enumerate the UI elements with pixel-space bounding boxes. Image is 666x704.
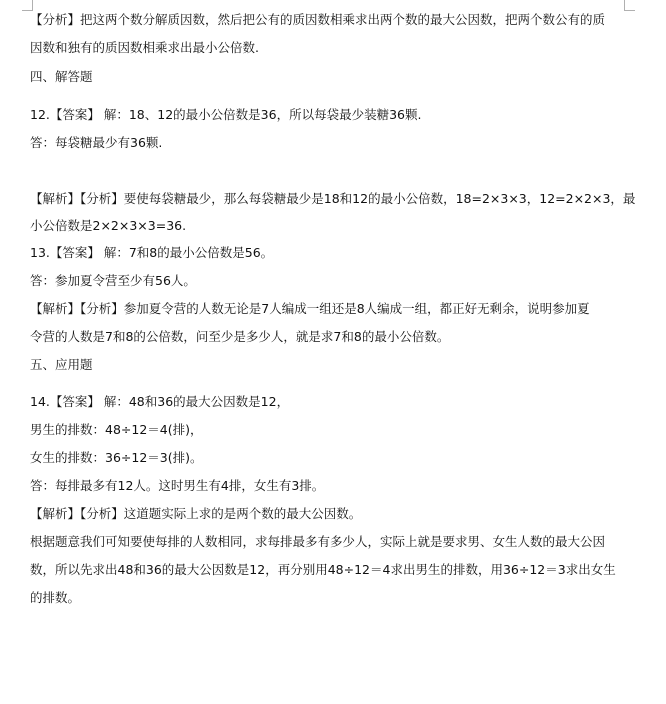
answer-line: 12.【答案】 解：18、12的最小公倍数是36，所以每袋最少装糖36颗. xyxy=(30,107,422,122)
answer-line: 14.【答案】 解：48和36的最大公因数是12， xyxy=(30,394,290,409)
analysis-line: 【解析】【分析】要使每袋糖最少，那么每袋糖最少是18和12的最小公倍数，18=2×3×3，12=2×2×3，最 xyxy=(30,191,636,206)
answer-line: 答：参加夏令营至少有56人。 xyxy=(30,273,196,288)
section-heading: 四、解答题 xyxy=(30,69,93,84)
answer-line: 答：每袋糖最少有36颗. xyxy=(30,135,163,150)
analysis-line: 数，所以先求出48和36的最大公因数是12，再分别用48÷12＝4求出男生的排数，用36÷12＝3求出女生 xyxy=(30,562,616,577)
analysis-line: 小公倍数是2×2×3×3=36. xyxy=(30,218,187,233)
section-heading: 五、应用题 xyxy=(30,357,93,372)
analysis-line: 【解析】【分析】参加夏令营的人数无论是7人编成一组还是8人编成一组，都正好无剩余，说明参加夏 xyxy=(30,301,590,316)
answer-line: 13.【答案】 解：7和8的最小公倍数是56。 xyxy=(30,245,274,260)
analysis-line: 的排数。 xyxy=(30,590,81,605)
answer-line: 女生的排数：36÷12＝3(排)。 xyxy=(30,450,203,465)
answer-line: 男生的排数：48÷12＝4(排)， xyxy=(30,422,203,437)
analysis-line: 【分析】把这两个数分解质因数，然后把公有的质因数相乘求出两个数的最大公因数，把两个数公有的质 xyxy=(30,12,606,27)
analysis-line: 因数和独有的质因数相乘求出最小公倍数. xyxy=(30,40,259,55)
answer-line: 答：每排最多有12人。这时男生有4排，女生有3排。 xyxy=(30,478,325,493)
analysis-line: 根据题意我们可知要使每排的人数相同，求每排最多有多少人，实际上就是要求男、女生人数的最大公因 xyxy=(30,534,606,549)
analysis-line: 【解析】【分析】这道题实际上求的是两个数的最大公因数。 xyxy=(30,506,362,521)
analysis-line: 令营的人数是7和8的公倍数，问至少是多少人，就是求7和8的最小公倍数。 xyxy=(30,329,450,344)
